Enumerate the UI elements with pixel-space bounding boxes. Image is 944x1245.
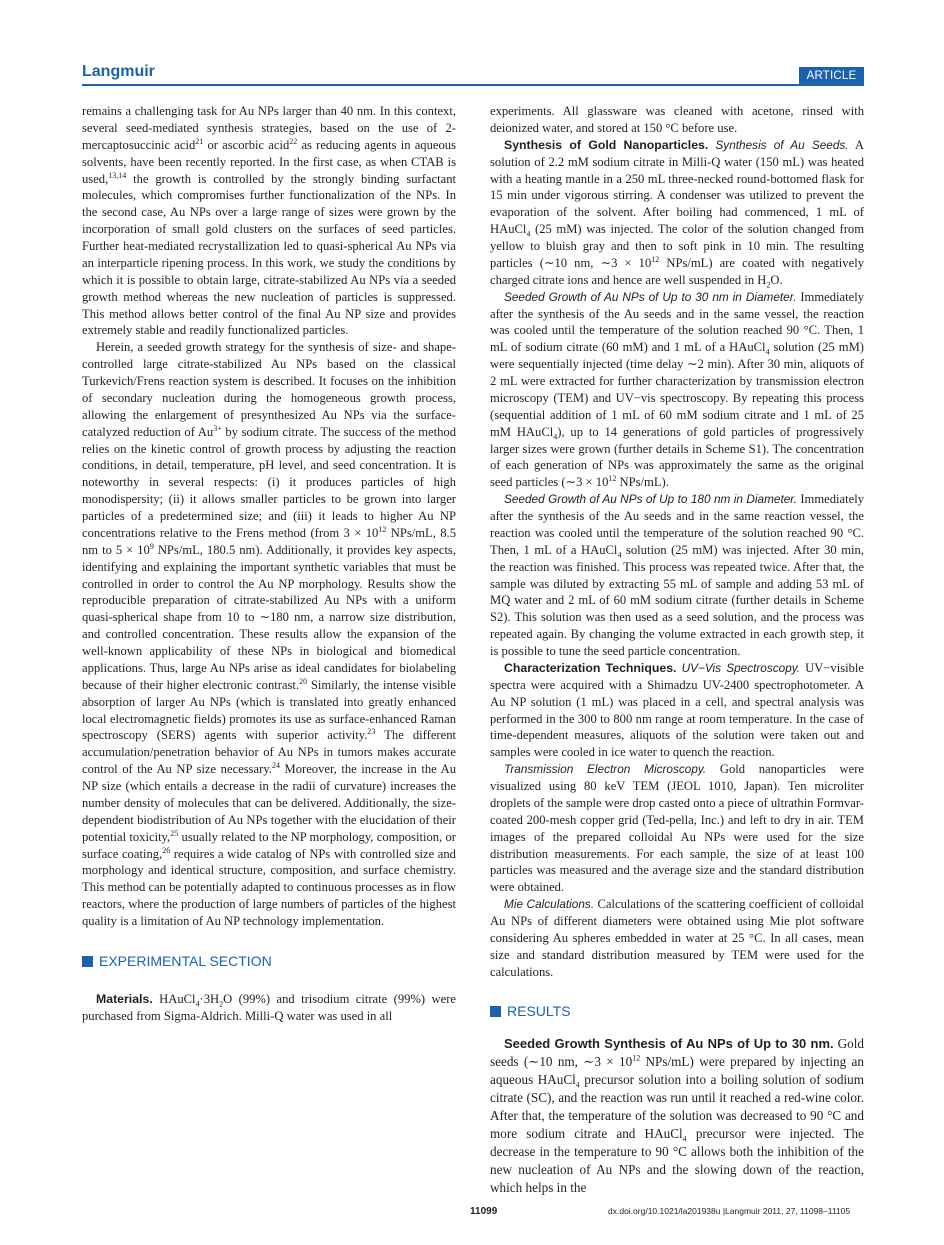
paragraph-characterization: Characterization Techniques. UV−Vis Spectroscopy. UV−visible spectra were acquired with a Shimadzu UV-2400 spectrophotometer. A Au NP solution (1 mL) was placed in a cell, and spectral analysis was performed in the 300 to 800 nm range at room temperature. In the case of time-dependent measures, aliquots of the solution were taken out and samples were cooled in ice water to quench the reaction. — [490, 660, 864, 760]
footer-citation[interactable]: dx.doi.org/10.1021/la201938u |Langmuir 2011, 27, 11098–11105 — [608, 1206, 851, 1216]
header-rule — [82, 84, 864, 86]
ref-13-14[interactable]: 13,14 — [108, 170, 127, 180]
paragraph-intro-continuation: remains a challenging task for Au NPs larger than 40 nm. In this context, several seed-mediated synthesis strategies, based on the use of 2-mercaptosuccinic acid$^{21}$ or ascorbic acid$^{22}$ as reducing agents in aqueous solvents, have been recently reported. In the first case, as when CTAB is used,$^{13,14}$ the growth is controlled by the strongly binding surfactant molecules, which compromises further functionalization of the NPs. In the second case, Au NPs over a large range of sizes were grown by the incorporation of small gold clusters on the surfaces of seed particles. Further heat-mediated recrystallization led to quasi-spherical Au NPs via an interparticle ripening process. In this work, we study the conditions by which it is possible to obtain large, citrate-stabilized Au NPs via a seeded growth method whereas the new nucleation of particles is suppressed. This method allows better control of the final Au NP size and provides extremely stable and readily functionalized particles. — [82, 104, 456, 338]
ref-20[interactable]: 20 — [299, 676, 308, 686]
paragraph-herein: Herein, a seeded growth strategy for the synthesis of size- and shape-controlled large citrate-stabilized Au NPs based on the classical Turkevich/Frens reaction system is described. It focuses on the inhibition of secondary nucleation during the homogeneous growth process, allowing the enlargement of presynthesized Au NPs via the surface-catalyzed reduction of $Au^{3+}$ by sodium citrate. The success of the method relies on the kinetic control of growth process by adjusting the reaction conditions, in detail, temperature, pH level, and seed concentration. It is noteworthy in several respects: (i) it produces particles of high monodispersity; (ii) it allows smaller particles to be grown into larger particles of a predetermined size; and (iii) it leads to higher Au NP concentrations relative to the Frens method (from $3 \times 10^{12}$ NPs/mL, 8.5 nm to $5 \times 10^9$ NPs/mL, 180.5 nm). Additionally, it provides key aspects, identifying and explaining the important synthetic variables that must be controlled in order to control the Au NP morphology. Results show the reproducible preparation of citrate-stabilized Au NPs with a uniform quasi-spherical shape from 10 to ∼180 nm, a narrow size distribution, and controlled concentration. These results allow the expansion of the well-known applicability of these NPs in biological and biomedical applications. Thus, large Au NPs arise as ideal candidates for biolabeling because of their higher electronic contrast.$^{20}$ Similarly, the intense visible absorption of larger Au NPs (which is translated into greatly enhanced local electromagnetic fields) promotes its use as surface-enhanced Raman spectroscopy (SERS) agents with superior activity.$^{23}$ The different accumulation/penetration behavior of Au NPs in tumors makes accurate control of the Au NP size necessary.$^{24}$ Moreover, the increase in the Au NP size (which entails a decrease in the radii of curvature) increases the number density of molecules that can be delivered. Additionally, the size-dependent biodistribution of Au NPs together with the elucidation of their potential toxicity,$^{25}$ usually related to the NP morphology, composition, or surface coating,$^{26}$ requires a wide catalog of NPs with controlled size and morphology and identical structure, composition, and surface chemistry. This method can be potentially adapted to continuous processes as in flow reactors, where the production of large numbers of particles of the highest quality is a limitation of Au NP technology implementation. — [82, 340, 457, 928]
left-column — [82, 103, 456, 1025]
section-heading-results: RESULTS — [490, 1003, 864, 1020]
heading-square-icon — [82, 956, 93, 967]
paragraph-materials: Materials. $HAuCl_4\cdot 3H_2O$ (99%) and trisodium citrate (99%) were purchased from Sigma-Aldrich. Milli-Q water was used in all — [82, 991, 456, 1023]
paragraph-synthesis-seeds: Synthesis of Gold Nanoparticles. Synthesis of Au Seeds. A solution of 2.2 mM sodium citrate in Milli-Q water (150 mL) was heated with a heating mantle in a 250 mL three-necked round-bottomed flask for 15 min under vigorous stirring. A condenser was utilized to prevent the evaporation of the solvent. After boiling had commenced, 1 mL of HAuCl$_4$ (25 mM) was injected. The color of the solution changed from yellow to bluish gray and then to soft pink in 10 min. The resulting particles (∼10 nm, ∼3 × $10^{12}$ NPs/mL) are coated with negatively charged citrate ions and hence are well suspended in $H_2O$. — [490, 137, 864, 290]
journal-name: Langmuir — [82, 63, 155, 80]
ref-26[interactable]: 26 — [162, 845, 171, 855]
ref-23[interactable]: 23 — [367, 727, 376, 737]
ref-22[interactable]: 22 — [289, 136, 298, 146]
ref-25[interactable]: 25 — [170, 828, 179, 838]
paragraph-mie: Mie Calculations. Calculations of the scattering coefficient of colloidal Au NPs of different diameters were obtained using Mie plot software considering Au spheres embedded in water at 25 °C. In all cases, mean size and standard distribution measured by TEM were used for the calculations. — [490, 897, 865, 979]
paragraph-seeded-180nm: Seeded Growth of Au NPs of Up to 180 nm in Diameter. Immediately after the synthesis of the Au seeds and in the same reaction vessel, the reaction was cooled until the temperature of the solution reached 90 °C. Then, 1 mL of a HAuCl$_4$ solution (25 mM) was injected. After 30 min, the reaction was finished. This process was repeated twice. After that, the sample was diluted by extracting 55 mL of sample and adding 53 mL of MQ water and 2 mL of 60 mM sodium citrate (further details in Scheme S2). This solution was then used as a seed solution, and the process was repeated again. By changing the volume extracted in each growth step, it is possible to tune the seed particle concentration. — [490, 492, 864, 658]
page-number: 11099 — [470, 1206, 498, 1217]
article-type-badge: ARTICLE — [799, 67, 864, 86]
paragraph-seeded-30nm: Seeded Growth of Au NPs of Up to 30 nm in Diameter. Immediately after the synthesis of the Au seeds and in the same vessel, the reaction was cooled until the temperature of the solution reached 90 °C. Then, 1 mL of sodium citrate (60 mM) and 1 mL of a HAuCl$_4$ solution (25 mM) were sequentially injected (time delay ∼2 min). After 30 min, aliquots of 2 mL were extracted for further characterization by transmission electron microscopy (TEM) and UV−vis spectroscopy. By repeating this process (sequential addition of 1 mL of 60 mM sodium citrate and 1 mL of 25 mM HAuCl$_4$), up to 14 generations of gold particles of progressively larger sizes were grown (further details in Scheme S1). The concentration of each generation of NPs was approximately the same as the original seed particles (∼3 × $10^{12}$ NPs/mL). — [490, 289, 864, 490]
section-heading-experimental: EXPERIMENTAL SECTION — [82, 953, 456, 970]
paragraph-results-seeded-growth: Seeded Growth Synthesis of Au NPs of Up to 30 nm. Gold seeds (∼10 nm, ∼3 × $10^{12}$ NPs/mL) were prepared by injecting an aqueous HAuCl$_4$ precursor solution into a boiling solution of sodium citrate (SC), and the reaction was run until it reached a red-wine color. After that, the temperature of the solution was decreased to 90 °C and more sodium citrate and HAuCl$_4$ precursor were injected. The decrease in the temperature to 90 °C allows both the inhibition of the new nucleation of Au NPs and the slowing down of the reaction, which helps in the — [490, 1036, 865, 1195]
right-column — [490, 103, 864, 1197]
ref-21[interactable]: 21 — [195, 136, 204, 146]
heading-square-icon — [490, 1006, 501, 1017]
paragraph-tem: Transmission Electron Microscopy. Gold nanoparticles were visualized using 80 keV TEM (JEOL 1010, Japan). Ten microliter droplets of the sample were drop casted onto a piece of ultrathin Formvar-coated 200-mesh copper grid (Ted-pella, Inc.) and left to dry in air. TEM images of the prepared colloidal Au NPs were used for the size distribution measurements. For each sample, the size of at least 100 particles was measured and the average size and the standard distribution were obtained. — [490, 762, 864, 895]
paragraph-glassware: experiments. All glassware was cleaned with acetone, rinsed with deionized water, and stored at 150 °C before use. — [490, 104, 864, 135]
ref-24[interactable]: 24 — [271, 760, 280, 770]
